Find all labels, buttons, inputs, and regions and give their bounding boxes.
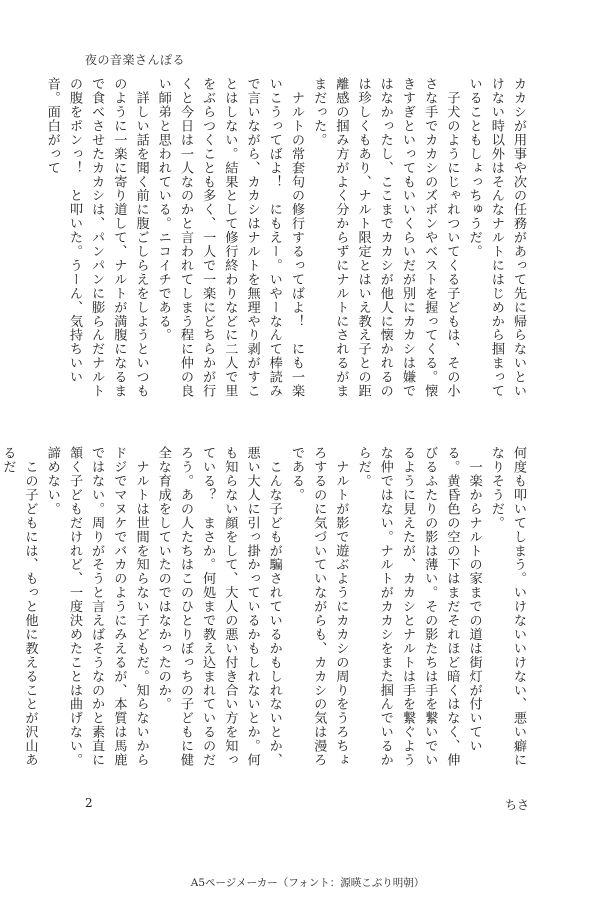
paragraph: ナルトの常套句の修行するってばよ！ にも一楽いこうってばよ！ にもえー。いやーなんて棒読みで言いながら、カカシはナルトを無理やり剥がすことはしない。結果として修行終わりなどに二人で里をぶらつくことも多く、一人で一楽にどちらかが行くと今日は一人なのかと言われてしまう程に仲の良い師弟と思われている。ニコイチである。 (155, 77, 304, 398)
paragraph: この子どもには、もっと他に教えることが沢山あるだ (0, 446, 38, 767)
paragraph: カカシが用事や次の任務があって先に帰らないといけない時以外はそんなナルトにはじめから掴まっていることもしょっちゅうだ。 (466, 77, 526, 398)
paragraph: 詳しい話を聞く前に腹ごしらえをしようといつものように一楽に寄り道して、ナルトが満腹になるまで食べさせたカカシは、パンパンに膨らんだナルトの腹をポンっ！ と叩いた。うーん、気持ちいい音。面白がって (44, 77, 149, 398)
page-number: 2 (85, 796, 93, 810)
paragraph: こんな子どもが騙されているかもしれないとか、悪い大人に引っ掛かっているかもしれないとか。何も知らない顔をして、大人の悪い付き合い方を知っている？ まさか。何処まで教え込まれているのだろう。あの人たちはこのひとりぼっちの子どもに健全な育成をしていたのではなかったのか。 (155, 446, 282, 767)
paragraph: ナルトが影で遊ぶようにカカシの周りをうろちょろするのに気づいていながらも、カカシの気は漫ろである。 (288, 446, 349, 767)
author-name: ちさ (504, 798, 529, 812)
paragraph: 一楽からナルトの家までの道は街灯が付いている。黄昏色の空の下はまだそれほど暗くはなく、伸びるふたりの影は薄い。その影たちは手を繋いでいるように見えたが、カカシとナルトは手を繋ぐような仲ではない。ナルトがカカシをまた掴んでいるからだ。 (355, 446, 482, 767)
book-title: 夜の音楽さんぽる (85, 53, 186, 67)
paragraph: 子犬のようにじゃれついてくる子どもは、その小さな手でカカシのズボンやベストを握ってくる。懐きすぎといってもいいくらいだが別にカカシは嫌ではなかったし、ここまでカカシが他人に懐かれるのは珍しくもあり、ナルト限定とはいえ教え子との距離感の掴み方がよく分からずにナルトにされるがままだった。 (311, 77, 460, 398)
footer-credit: A5ページメーカー（フォント：源暎こぶり明朝） (190, 877, 425, 889)
text-block-top (41, 77, 529, 407)
paragraph: ナルトは世間を知らない子どもだ。知らないからドジでマヌケでバカのようにみえるが、本質は馬鹿ではない。周りがそうと言えばそうなのかと素直に頷く子どもだけれど、一度決めたことは曲げない。諦めない。 (44, 446, 149, 767)
text-block-bottom (0, 446, 529, 776)
paragraph: 何度も叩いてしまう。いけないいけない、悪い癖になりそうだ。 (488, 446, 526, 767)
